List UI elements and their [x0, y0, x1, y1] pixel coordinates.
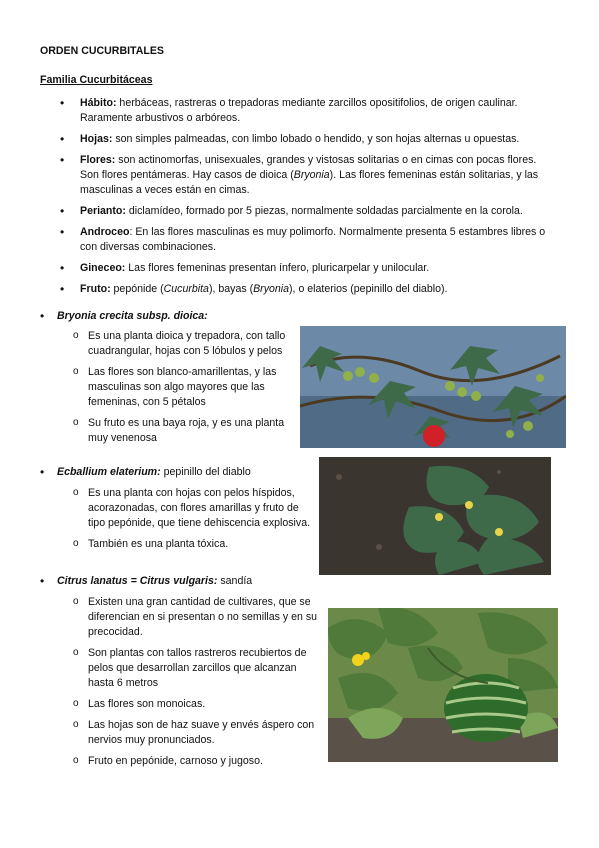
- ecballium-photo: [319, 457, 551, 575]
- list-item: o Es una planta con hojas con pelos híspidos, acorazonadas, con flores amarillas y fruto de tipo pepónide, que tiene dehiscencia explosiva.: [73, 486, 313, 531]
- feature-perianth: • Perianto: diclamídeo, formado por 5 piezas, normalmente soldadas parcialmente en la corola.: [58, 204, 558, 219]
- bullet: •: [40, 574, 45, 588]
- watermelon-photo: [328, 608, 558, 762]
- list-item: o Es una planta dioica y trepadora, con tallo cuadrangular, hojas con 5 lóbulos y pelos: [73, 329, 291, 359]
- species-name: Citrus lanatus = Citrus vulgaris:: [57, 575, 218, 587]
- list-item: o Las hojas son de haz suave y envés áspero con nervios muy pronunciados.: [73, 718, 318, 748]
- feature-habit: • Hábito: herbáceas, rastreras o trepadoras mediante zarcillos opositifolios, de origen caulinar. Raramente arbustivos o arbóreos.: [58, 96, 558, 126]
- features-list: [58, 96, 558, 303]
- list-item: o También es una planta tóxica.: [73, 537, 313, 552]
- citrus-points: [73, 595, 318, 775]
- ecballium-points: [73, 486, 313, 558]
- list-item: o Son plantas con tallos rastreros recubiertos de pelos que desarrollan zarcillos que alcanzan hasta 6 metros: [73, 646, 318, 691]
- list-item: o Su fruto es una baya roja, y es una planta muy venenosa: [73, 416, 291, 446]
- list-item: o Las flores son monoicas.: [73, 697, 318, 712]
- bullet: •: [40, 465, 45, 479]
- family-title: Familia Cucurbitáceas: [40, 74, 153, 86]
- list-item: o Las flores son blanco-amarillentas, y las masculinas son algo mayores que las femeninas, con 5 pétalos: [73, 365, 291, 410]
- feature-androecium: • Androceo: En las flores masculinas es muy polimorfo. Normalmente presenta 5 estambres libres o con diversas combinaciones.: [58, 225, 558, 255]
- list-item: o Fruto en pepónide, carnoso y jugoso.: [73, 754, 318, 769]
- bryonia-points: [73, 329, 291, 452]
- bryonia-photo: [300, 326, 566, 448]
- feature-leaves: • Hojas: son simples palmeadas, con limbo lobado o hendido, y son hojas alternas u opuestas.: [58, 132, 558, 147]
- list-item: o Existen una gran cantidad de cultivares, que se diferencian en si presentan o no semillas y en su precocidad.: [73, 595, 318, 640]
- bullet: •: [40, 309, 45, 323]
- feature-gynoecium: • Gineceo: Las flores femeninas presentan ínfero, pluricarpelar y unilocular.: [58, 261, 558, 276]
- species-name: Bryonia crecita subsp. dioica:: [57, 310, 208, 322]
- feature-flowers: • Flores: son actinomorfas, unisexuales, grandes y vistosas solitarias o en cimas con pocas flores. Son flores pentámeras. Hay casos de dioica (Bryonia). Las flores femeninas están solitarias, y las masculinas a veces están en cimas.: [58, 153, 558, 198]
- feature-fruit: • Fruto: pepónide (Cucurbita), bayas (Bryonia), o elaterios (pepinillo del diablo).: [58, 282, 558, 297]
- species-name: Ecballium elaterium:: [57, 466, 161, 478]
- order-title: ORDEN CUCURBITALES: [40, 45, 164, 57]
